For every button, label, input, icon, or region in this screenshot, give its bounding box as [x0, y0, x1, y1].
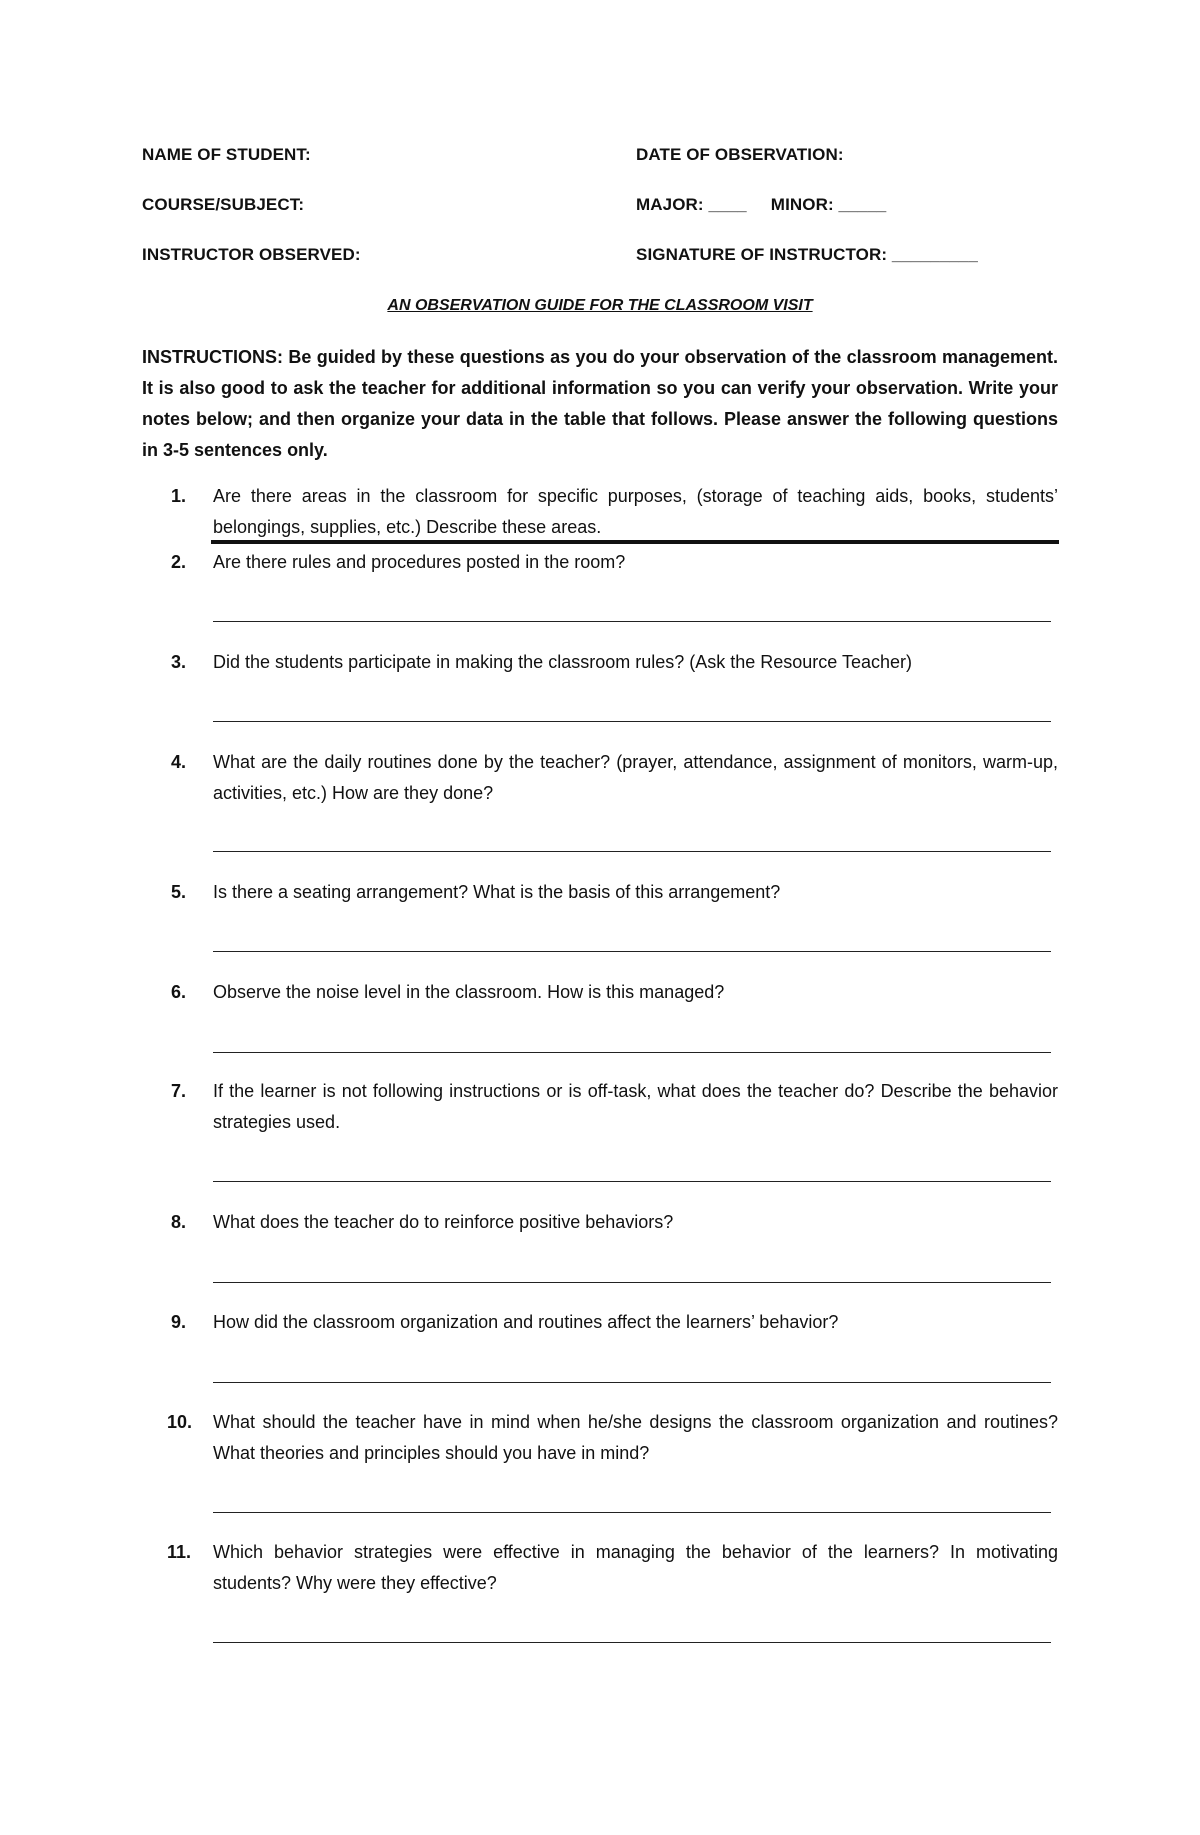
question-text: Which behavior strategies were effective in managing the behavior of the learners? In motivating students? Why were they effective? — [213, 1542, 1058, 1593]
instructions-paragraph: INSTRUCTIONS: Be guided by these questions as you do your observation of the classroom management. It is also good to ask the teacher for additional information so you can verify your observation. Write your notes below; and then organize your data in the table that follows. Please answer the following questions in 3-5 sentences only. — [142, 347, 1058, 460]
question-number: 5. — [171, 882, 187, 902]
question-number: 10. — [167, 1412, 193, 1432]
question-5 — [171, 877, 1058, 908]
answer-line-2 — [213, 621, 1051, 622]
question-number: 3. — [171, 652, 187, 672]
answer-line-11 — [213, 1642, 1051, 1643]
question-7 — [171, 1076, 1058, 1138]
question-text: What should the teacher have in mind when he/she designs the classroom organization and routines? What theories and principles should you have in mind? — [213, 1412, 1058, 1463]
question-11 — [167, 1537, 1058, 1599]
course-subject-label: COURSE/SUBJECT: — [142, 195, 305, 214]
answer-line-8 — [213, 1282, 1051, 1283]
question-text: What does the teacher do to reinforce positive behaviors? — [213, 1212, 674, 1232]
major-minor-label: MAJOR: ____ MINOR: _____ — [636, 195, 887, 214]
question-2 — [171, 547, 1058, 578]
question-number: 9. — [171, 1312, 187, 1332]
question-text: How did the classroom organization and routines affect the learners’ behavior? — [213, 1312, 839, 1332]
question-4 — [171, 747, 1058, 809]
question-number: 2. — [171, 552, 187, 572]
answer-line-4 — [213, 851, 1051, 852]
question-number: 1. — [171, 486, 187, 506]
question-text: Did the students participate in making the classroom rules? (Ask the Resource Teacher) — [213, 652, 913, 672]
page-title: AN OBSERVATION GUIDE FOR THE CLASSROOM VISIT — [387, 297, 813, 314]
answer-line-3 — [213, 721, 1051, 722]
date-of-observation-label: DATE OF OBSERVATION: — [636, 145, 844, 164]
question-10 — [167, 1407, 1058, 1469]
question-text: Observe the noise level in the classroom. How is this managed? — [213, 982, 725, 1002]
name-of-student-label: NAME OF STUDENT: — [142, 145, 311, 164]
question-text: What are the daily routines done by the teacher? (prayer, attendance, assignment of monitors, warm-up, activities, etc.) How are they done? — [213, 752, 1058, 803]
answer-line-6 — [213, 1052, 1051, 1053]
answer-line-1 — [211, 540, 1059, 544]
question-number: 4. — [171, 752, 187, 772]
question-number: 11. — [167, 1542, 192, 1562]
question-6 — [171, 977, 1058, 1008]
question-number: 6. — [171, 982, 187, 1002]
answer-line-5 — [213, 951, 1051, 952]
instructor-observed-label: INSTRUCTOR OBSERVED: — [142, 245, 361, 264]
signature-of-instructor-label: SIGNATURE OF INSTRUCTOR: _________ — [636, 245, 978, 264]
question-8 — [171, 1207, 1058, 1238]
question-1 — [171, 481, 1058, 543]
question-text: Is there a seating arrangement? What is the basis of this arrangement? — [213, 882, 781, 902]
question-3 — [171, 647, 1058, 678]
answer-line-7 — [213, 1181, 1051, 1182]
answer-line-10 — [213, 1512, 1051, 1513]
question-text: Are there rules and procedures posted in the room? — [213, 552, 626, 572]
question-number: 8. — [171, 1212, 187, 1232]
question-number: 7. — [171, 1081, 187, 1101]
question-9 — [171, 1307, 1058, 1338]
question-text: If the learner is not following instructions or is off-task, what does the teacher do? Describe the behavior strategies used. — [213, 1081, 1058, 1132]
answer-line-9 — [213, 1382, 1051, 1383]
question-text: Are there areas in the classroom for specific purposes, (storage of teaching aids, books, students’ belongings, supplies, etc.) Describe these areas. — [213, 486, 1058, 537]
